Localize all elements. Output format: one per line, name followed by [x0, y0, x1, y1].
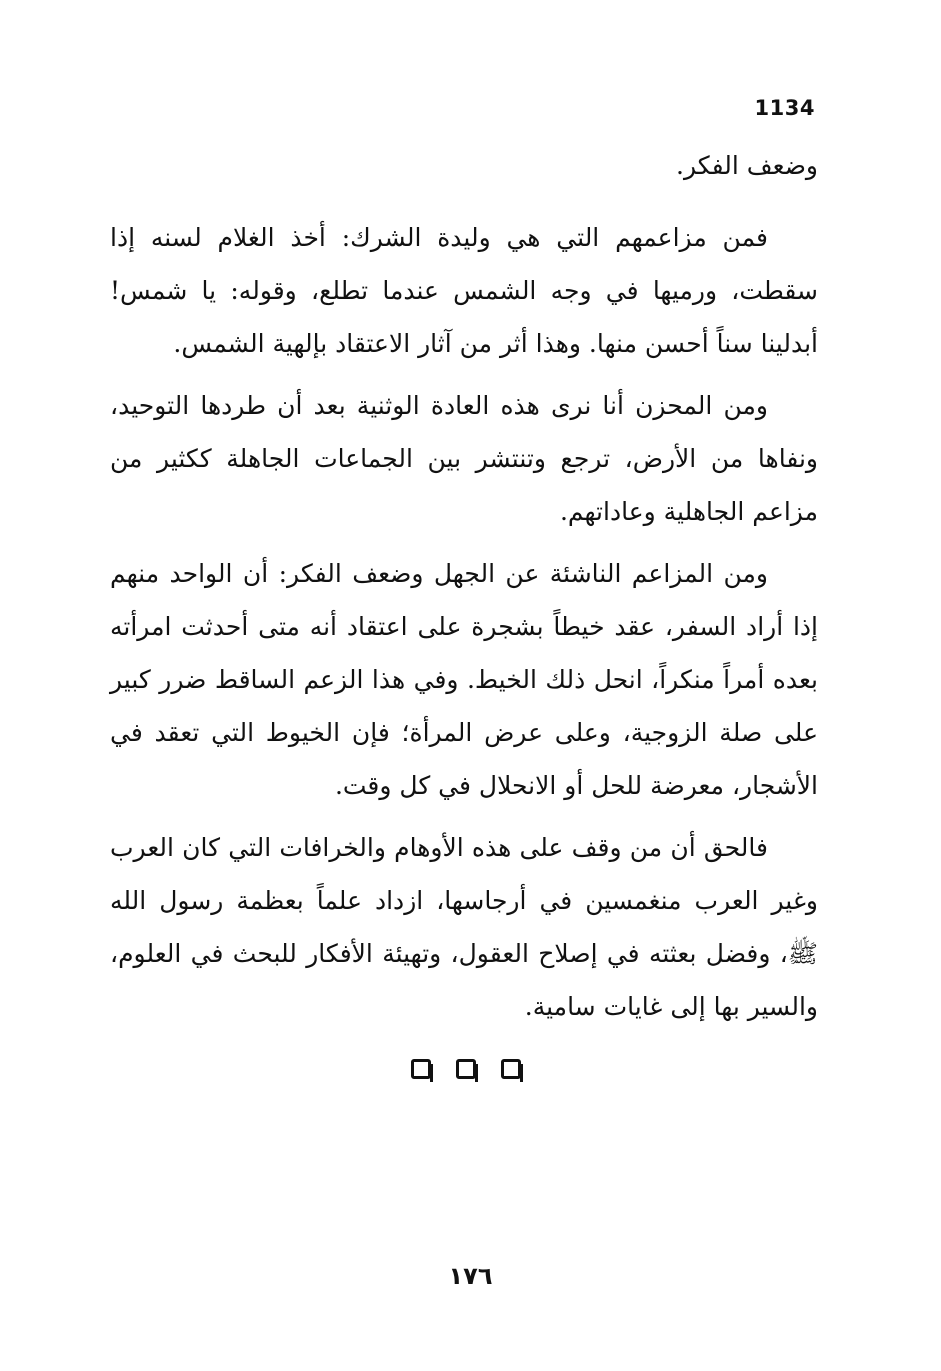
body-text — [110, 139, 818, 1042]
paragraph: ومن المحزن أنا نرى هذه العادة الوثنية بعد أن طردها التوحيد، ونفاها من الأرض، ترجع وتنتشر بين الجماعات الجاهلة ككثير من مزاعم الجاهلية وعاداتهم. — [110, 391, 818, 526]
page-id-number: 1134 — [754, 96, 815, 120]
paragraph: فالحق أن من وقف على هذه الأوهام والخرافات التي كان العرب وغير العرب منغمسين في أرجاسها، ازداد علماً بعظمة رسول الله ﷺ، وفضل بعثته في إصلاح العقول، وتهيئة الأفكار للبحث في العلوم، والسير بها إلى غايات سامية. — [110, 833, 818, 1021]
paragraph: فمن مزاعمهم التي هي وليدة الشرك: أخذ الغلام لسنه إذا سقطت، ورميها في وجه الشمس عندما تطلع، وقوله: يا شمس! أبدلينا سناً أحسن منها. وهذا أثر من آثار الاعتقاد بإلهية الشمس. — [110, 223, 818, 358]
square-icon — [501, 1059, 521, 1079]
square-icon — [456, 1059, 476, 1079]
square-icon — [411, 1059, 431, 1079]
section-end-marks — [411, 1059, 521, 1079]
paragraph: وضعف الفكر. — [676, 151, 818, 180]
paragraph: ومن المزاعم الناشئة عن الجهل وضعف الفكر: أن الواحد منهم إذا أراد السفر، عقد خيطاً بشجرة على اعتقاد أنه متى أحدثت امرأته بعده أمراً منكراً، انحل ذلك الخيط. وفي هذا الزعم الساقط ضرر كبير على صلة الزوجية، وعلى عرض المرأة؛ فإن الخيوط التي تعقد في الأشجار، معرضة للحل أو الانحلال في كل وقت. — [110, 559, 818, 800]
page-number: ١٧٦ — [448, 1262, 493, 1290]
